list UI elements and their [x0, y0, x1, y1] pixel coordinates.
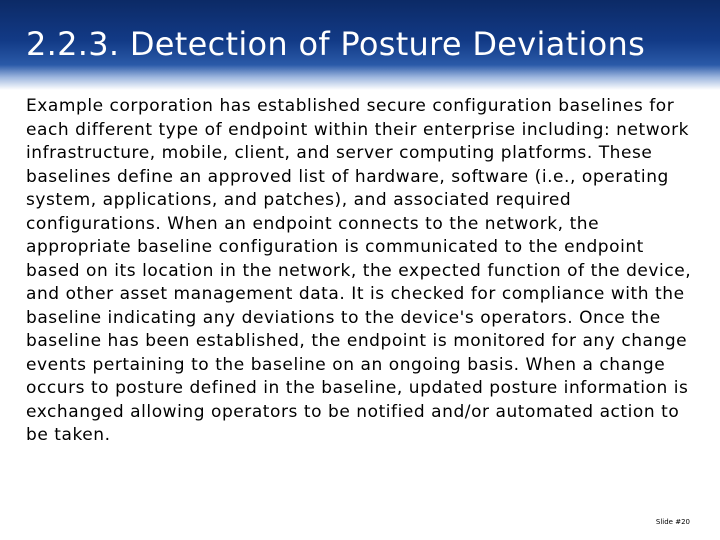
- slide-number: Slide #20: [655, 518, 690, 526]
- slide-title: 2.2.3. Detection of Posture Deviations: [26, 25, 646, 63]
- slide-body-text: Example corporation has established secure configuration baselines for each different type of endpoint within their enterprise including: network infrastructure, mobile, client, and server computing platforms. These baselines define an approved list of hardware, software (i.e., operating system, applications, and patches), and associated required configurations. When an endpoint connects to the network, the appropriate baseline configuration is communicated to the endpoint based on its location in the network, the expected function of the device, and other asset management data. It is checked for compliance with the baseline indicating any deviations to the device's operators. Once the baseline has been established, the endpoint is monitored for any change events pertaining to the baseline on an ongoing basis. When a change occurs to posture defined in the baseline, updated posture information is exchanged allowing operators to be notified and/or automated action to be taken.: [26, 96, 692, 445]
